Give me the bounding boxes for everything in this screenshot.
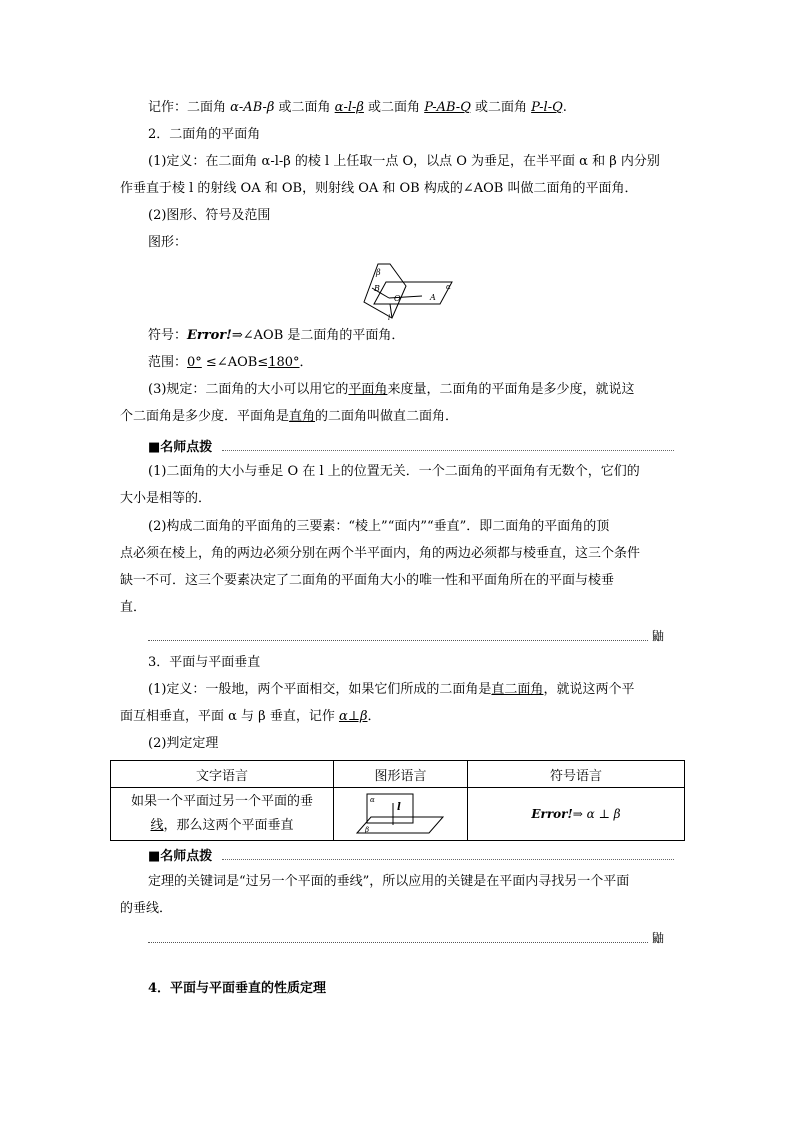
end-divider-1 [148,640,648,641]
plane-alpha-shape [374,282,452,304]
end-mark-2: 鼬 [652,931,665,945]
range-mid: ≤∠AOB≤ [201,355,269,370]
tip-2-line-3: 缺一不可．这三个要素决定了二面角的平面角大小的唯一性和平面角所在的平面与棱垂 [120,573,615,588]
or-3: 或二面角 [470,100,532,115]
figure2-beta-label: β [364,826,369,834]
end-divider-2 [148,942,648,943]
figure1-o-label: O [394,294,401,303]
figure1-beta-label: β [376,268,381,277]
tip-3-line-1: 定理的关键词是“过另一个平面的垂线”，所以应用的关键是在平面内寻找另一个平面 [148,874,630,889]
tip-title-1: ■名师点拨 [148,440,213,455]
cell-text-line-1: 如果一个平面过另一个平面的垂 [130,794,313,809]
edge-l-line [390,304,392,318]
rule-line-2 [120,408,458,426]
header-text-language: 文字语言 [111,761,334,788]
rule-1-pre: (3)规定：二面角的大小可以用它的 [148,382,349,397]
cell-symbol [468,788,685,841]
section-4-title: 4．平面与平面垂直的性质定理 [148,981,327,996]
cell-text-line-2 [111,814,333,838]
or-1: 或二面角 [274,100,335,115]
tip-2-line-4: 直． [120,600,147,615]
tip-1-line-1: (1)二面角的大小与垂足 O 在 l 上的位置无关．一个二面角的平面角有无数个，它们的 [148,464,640,479]
rule-2-pre: 个二面角是多少度．平面角是 [120,409,290,424]
tip-divider-2 [222,859,674,860]
range-lower: 0° [187,355,202,370]
or-2: 或二面角 [363,100,425,115]
header-symbol-language: 符号语言 [468,761,685,788]
section-2-title: 2．二面角的平面角 [148,127,261,142]
tip-2-line-2: 点必须在棱上，角的两边必须分别在两个半平面内，角的两边必须都与棱垂直，这三个条件 [120,546,641,561]
horizontal-plane-shape [357,817,443,833]
cell-figure [334,788,468,841]
tip-divider-1 [222,450,674,451]
rule-line-1 [148,381,634,399]
figure2-alpha-label: α [369,796,375,804]
perpendicular-planes-figure [353,791,449,837]
rule-1-post: 来度量，二面角的平面角是多少度，就说这 [387,382,635,397]
theorem-table [110,760,685,841]
tip-1-line-2: 大小是相等的． [120,491,212,506]
notation-prefix: 记作：二面角 [148,100,231,115]
notation-4: P-l-Q [531,100,563,115]
plane-beta-shape [364,264,406,318]
figure1-b-label: B [374,284,380,293]
symbol-line [148,327,404,345]
sec3-def-2-pre: 面互相垂直，平面 α 与 β 垂直，记作 [120,709,339,724]
notation-3: P-AB-Q [424,100,471,115]
symbol-prefix: 符号： [148,328,188,343]
figure1-a-label: A [430,293,436,302]
definition-line-1: (1)定义：在二面角 α-l-β 的棱 l 上任取一点 O，以点 O 为垂足，在半平面 α 和 β 内分别 [148,154,660,169]
figure1-l-label: l [388,314,391,322]
table-header-row [111,761,685,788]
sec3-def-1-post: ，就说这两个平 [543,682,635,697]
section-3-sub-2: (2)判定定理 [148,736,219,751]
sec3-def-2-post: ． [367,709,381,724]
cell-symbol-rest: ⇒ α ⊥ β [572,806,621,821]
tip-title-2: ■名师点拨 [148,849,213,864]
range-prefix: 范围： [148,355,188,370]
cell-text-rest: ，那么这两个平面垂直 [163,818,294,833]
notation-1: α-AB-β [230,100,275,115]
header-figure-language: 图形语言 [334,761,468,788]
symbol-rest: ⇒∠AOB 是二面角的平面角． [231,328,405,343]
figure2-l-label: l [396,802,401,813]
rule-1-underlined: 平面角 [348,382,388,397]
sec3-def-1-pre: (1)定义：一般地，两个平面相交，如果它们所成的二面角是 [148,682,492,697]
definition-line-2: 作垂直于棱 l 的射线 OA 和 OB，则射线 OA 和 OB 构成的∠AOB 叫做二面角的平面角． [120,181,638,196]
tip-3-line-2: 的垂线． [120,901,173,916]
section-3-definition-1 [148,681,634,699]
section-3-definition-2 [120,708,381,726]
sec3-def-1-underlined: 直二面角 [491,682,544,697]
notation-end: . [562,100,567,115]
table-row [111,788,685,841]
cell-text-language [111,788,334,841]
cell-symbol-error: Error! [531,806,573,821]
symbol-error: Error! [187,328,232,343]
end-mark-1: 鼬 [652,629,665,643]
rule-2-underlined: 直角 [289,409,316,424]
notation-2: α-l-β [334,100,364,115]
range-end: ． [299,355,313,370]
notation-line [148,99,567,117]
dihedral-angle-figure [356,258,466,322]
rule-2-post: 的二面角叫做直二面角． [315,409,459,424]
figure1-alpha-label: α [446,283,451,291]
range-upper: 180° [268,355,300,370]
sec3-def-2-underlined: α⊥β [338,709,368,724]
tip-2-line-1: (2)构成二面角的平面角的三要素：“棱上”“面内”“垂直”．即二面角的平面角的顶 [148,519,610,534]
range-line [148,354,313,372]
figure-label: 图形： [148,235,188,250]
section-3-title: 3．平面与平面垂直 [148,655,261,670]
cell-text-underlined: 线 [150,818,164,833]
subsection-2-label: (2)图形、符号及范围 [148,208,271,223]
